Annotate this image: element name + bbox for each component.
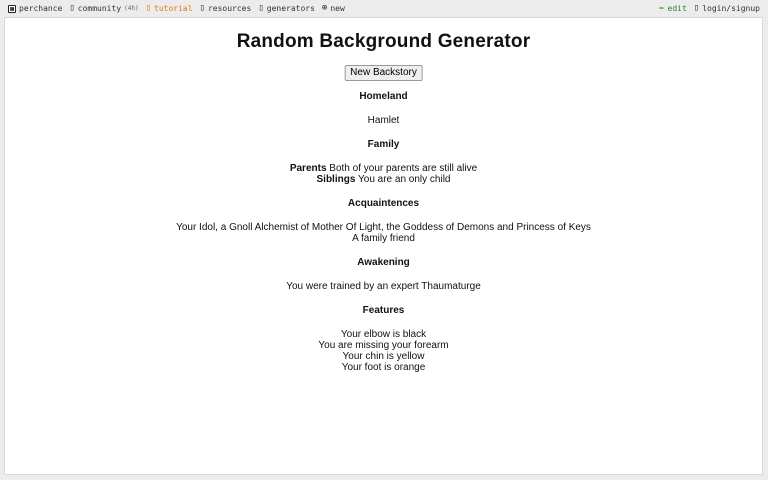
nav-community-count: (4h) (124, 5, 139, 12)
family-title: Family (367, 139, 400, 150)
parents-value: Both of your parents are still alive (329, 163, 478, 174)
new-backstory-button[interactable]: New Backstory (344, 65, 423, 81)
awakening-value: You were trained by an expert Thaumaturge (286, 281, 481, 292)
nav-edit[interactable] (659, 4, 687, 13)
generator-output-panel (4, 17, 763, 475)
homeland-value: Hamlet (367, 115, 400, 126)
nav-left (8, 4, 345, 13)
chat-icon: ▯ (69, 3, 75, 13)
nav-new-label: new (330, 4, 345, 13)
backstory-content (5, 91, 762, 373)
awakening-title: Awakening (357, 257, 410, 268)
resources-icon: ▯ (199, 3, 205, 13)
nav-tutorial[interactable] (146, 4, 193, 13)
nav-generators-label: generators (266, 4, 315, 13)
pencil-icon: ✏ (659, 3, 665, 13)
acquaintence-line: A family friend (352, 233, 415, 244)
generators-icon: ▯ (258, 3, 264, 13)
nav-community-label: community (77, 4, 122, 13)
nav-edit-label: edit (667, 4, 687, 13)
nav-new[interactable] (322, 4, 345, 13)
siblings-line (5, 174, 762, 185)
nav-brand-perchance[interactable] (8, 4, 62, 13)
page-title: Random Background Generator (236, 31, 531, 52)
parents-line (5, 163, 762, 174)
homeland-title: Homeland (359, 91, 408, 102)
feature-line: You are missing your forearm (318, 340, 449, 351)
feature-line: Your chin is yellow (342, 351, 425, 362)
parents-label: Parents (289, 163, 327, 174)
book-icon: ▯ (145, 3, 152, 13)
nav-brand-label: perchance (19, 4, 63, 13)
nav-login[interactable] (694, 4, 760, 13)
nav-community[interactable] (69, 4, 138, 13)
top-nav-bar (0, 0, 768, 17)
acquaintences-title: Acquaintences (347, 198, 420, 209)
feature-line: Your elbow is black (340, 329, 427, 340)
plus-circle-icon: ⊕ (321, 3, 328, 13)
feature-line: Your foot is orange (341, 362, 426, 373)
siblings-label: Siblings (316, 174, 356, 185)
features-title: Features (362, 305, 405, 316)
nav-resources[interactable] (200, 4, 252, 13)
nav-right (659, 4, 760, 13)
nav-tutorial-label: tutorial (154, 4, 193, 13)
acquaintence-line: Your Idol, a Gnoll Alchemist of Mother Of Light, the Goddess of Demons and Princess of Keys (176, 222, 591, 233)
nav-resources-label: resources (207, 4, 252, 13)
siblings-value: You are an only child (358, 174, 451, 185)
user-icon: ▯ (693, 3, 700, 13)
nav-generators[interactable] (258, 4, 315, 13)
nav-login-label: login/signup (702, 4, 760, 13)
dice-icon (8, 5, 16, 13)
